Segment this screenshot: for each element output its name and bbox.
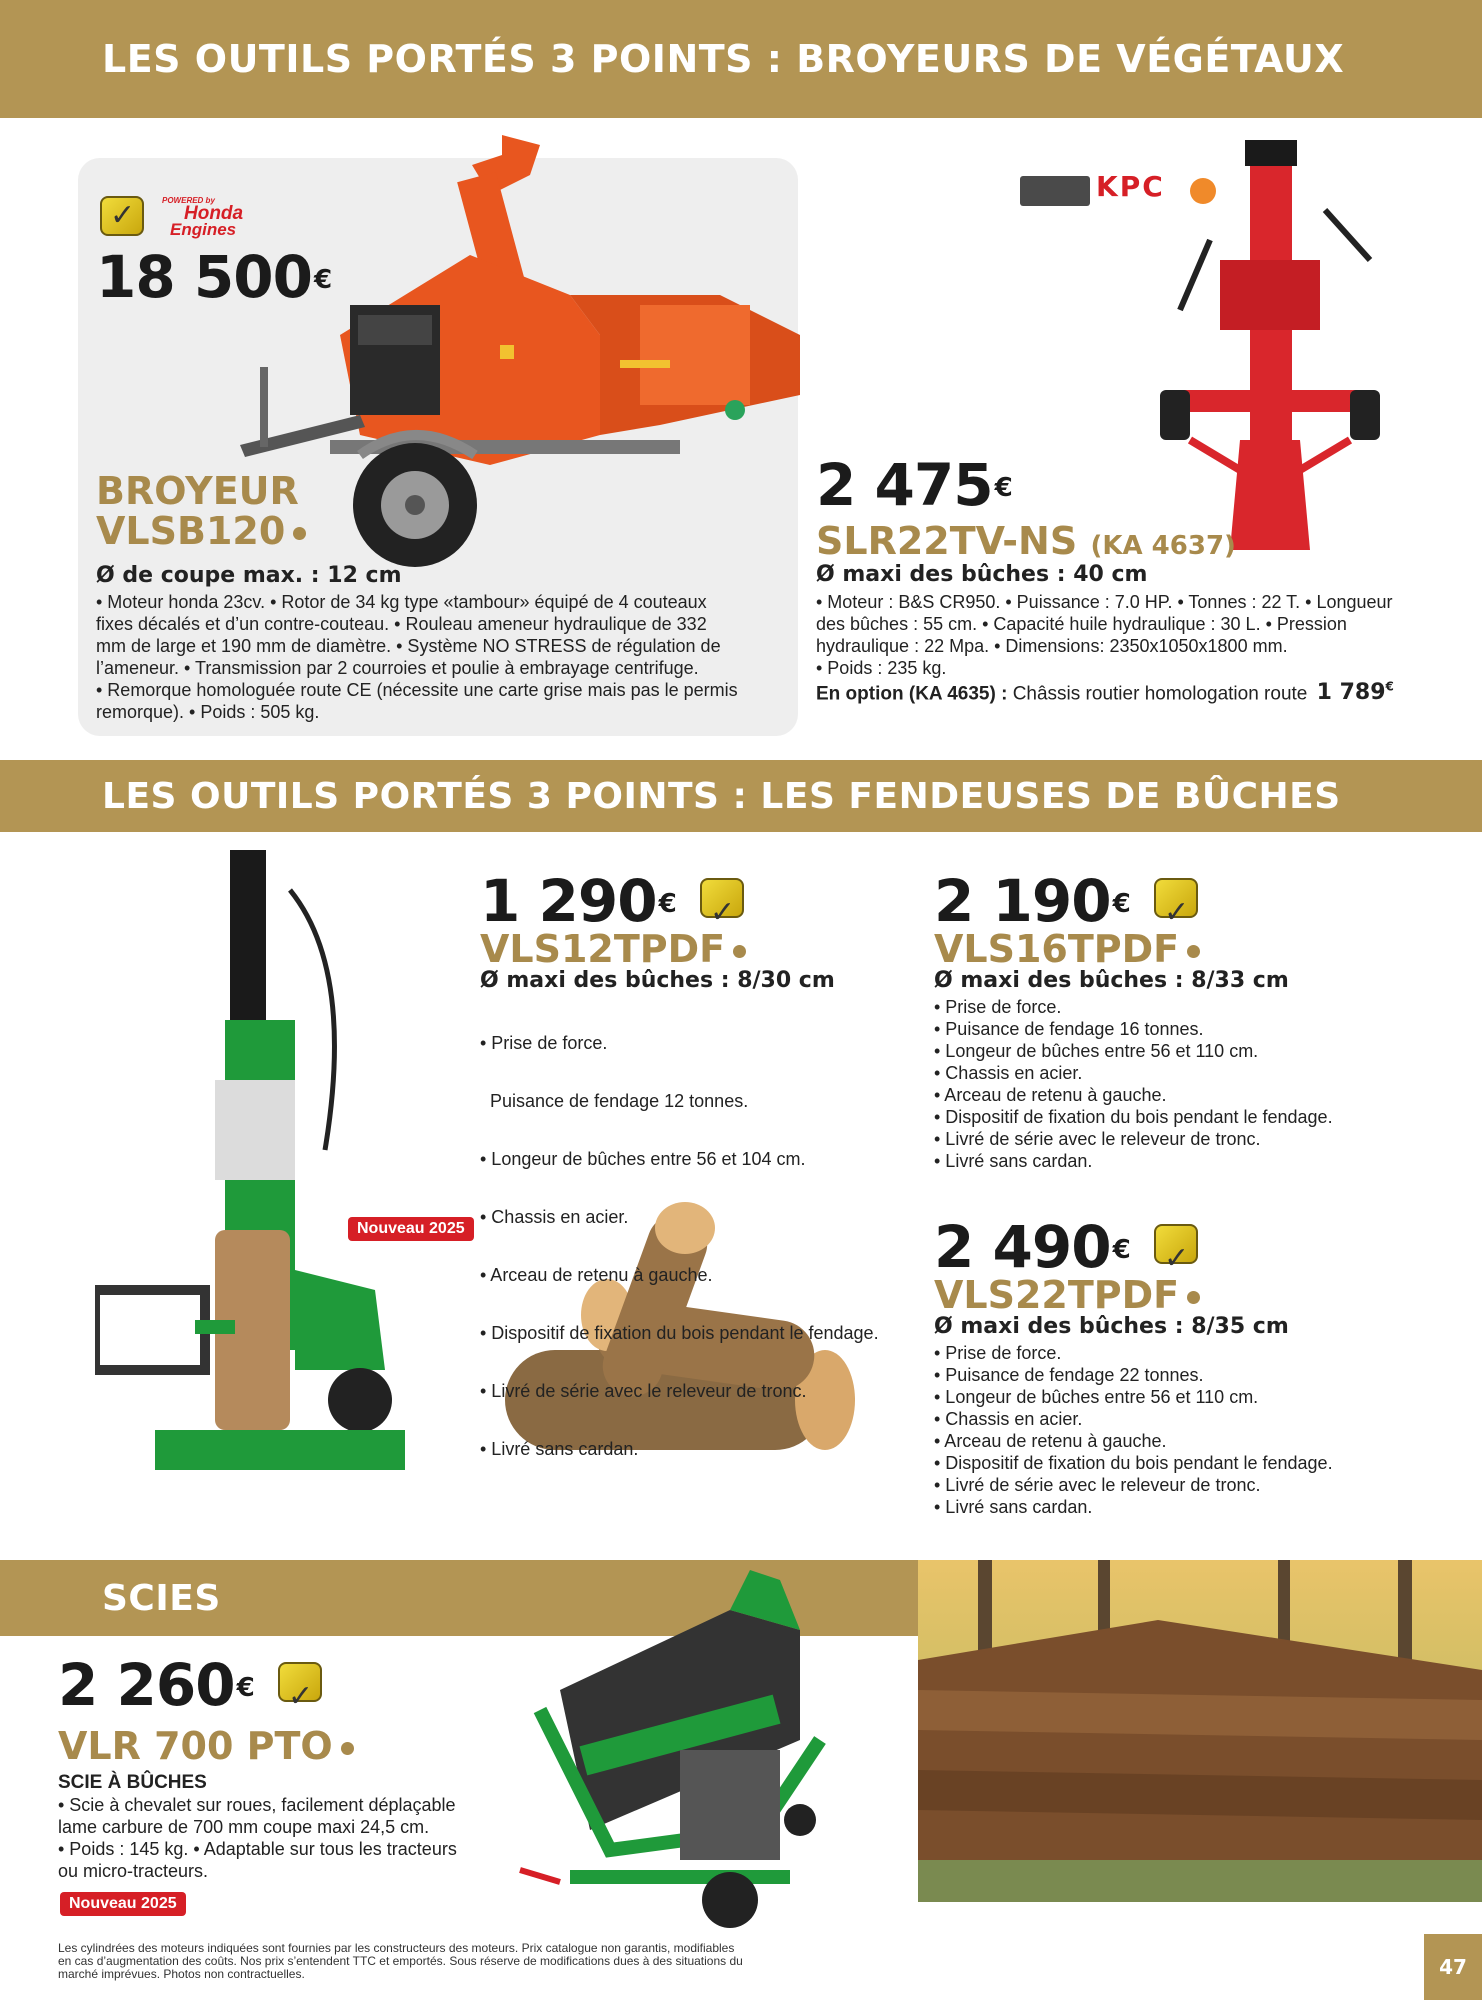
kpc-option-price: 1 789€ (1316, 680, 1394, 706)
kpc-price: 2 475€ (816, 451, 1013, 519)
vls22-features: • Prise de force. • Puisance de fendage 22 tonnes. • Longeur de bûches entre 56 et 110 cm. • Chassis en acier. • Arceau de retenu à gauche. • Dispositif de fixation du bois pendant le fendage. • Livré de série avec le releveur de tronc. • Livré sans cardan. (934, 1343, 1333, 1517)
kpc-ref: (KA 4637) (1090, 531, 1236, 561)
kpc-name (816, 520, 1236, 567)
broyeur-name-line1: BROYEUR (96, 469, 299, 513)
quality-badge-icon (1154, 878, 1198, 918)
kpc-splitter-image (1150, 140, 1390, 560)
kpc-model: SLR22TV-NS (816, 519, 1078, 563)
vls16-price: 2 190€ ✓ (934, 868, 1198, 934)
quality-badge-icon (700, 878, 744, 918)
broyeur-machine-image (240, 135, 820, 570)
vlr700-subtitle: SCIE À BÛCHES (58, 1772, 207, 1793)
honda-brand-text: Honda (184, 203, 244, 224)
section-band-fendeuses (0, 760, 1482, 832)
honda-powered-text: POWERED by (162, 196, 215, 205)
vls22-price: 2 490€ ✓ (934, 1214, 1198, 1280)
vls16-spec: Ø maxi des bûches : 8/33 cm (934, 968, 1289, 993)
section-title-fendeuses: LES OUTILS PORTÉS 3 POINTS : LES FENDEUSES DE BÛCHES (102, 775, 1341, 817)
footer-disclaimer: Les cylindrées des moteurs indiquées sont fournies par les constructeurs des moteurs. Prix catalogue non garantis, modifiables en cas d’augmentation des coûts. Nos prix s’entendent TTC et emportés. Sous réserve de modifications dues à des situations du marché imprévues. Photos non contractuelles. (58, 1941, 743, 1981)
kpc-spec: Ø maxi des bûches : 40 cm (816, 562, 1148, 587)
vlr700-description: • Scie à chevalet sur roues, facilement déplaçable lame carbure de 700 mm coupe maxi 24,5 cm. • Poids : 145 kg. • Adaptable sur tous les tracteurs ou micro-tracteurs. (58, 1795, 457, 1881)
model-dot (1187, 945, 1200, 958)
broyeur-spec: Ø de coupe max. : 12 cm (96, 563, 402, 588)
vls22-spec: Ø maxi des bûches : 8/35 cm (934, 1314, 1289, 1339)
kpc-option-text: Châssis routier homologation route (1012, 683, 1308, 705)
quality-badge-icon (100, 196, 144, 236)
broyeur-description: • Moteur honda 23cv. • Rotor de 34 kg type «tambour» équipé de 4 couteaux fixes décalés et d’un contre-couteau. • Rouleau ameneur hydraulique de 332 mm de large et 190 mm de diamètre. • Système NO STRESS de régulation de l’ameneur. • Transmission par 2 courroies et poulie à embrayage centrifuge. • Remorque homologuée route CE (nécessite une carte grise mais pas le permis remorque). • Poids : 505 kg. (96, 592, 738, 722)
kpc-option-label: En option (KA 4635) : (816, 683, 1008, 705)
vlr700-price: 2 260€ ✓ (58, 1652, 322, 1718)
vls12-spec: Ø maxi des bûches : 8/30 cm (480, 968, 835, 993)
model-dot (1187, 1291, 1200, 1304)
vls12-splitter-image (95, 850, 425, 1510)
section-title-broyeurs: LES OUTILS PORTÉS 3 POINTS : BROYEURS DE VÉGÉTAUX (102, 37, 1345, 81)
woodpile-image (918, 1560, 1482, 1902)
kpc-brand-text: KPC (1096, 170, 1165, 203)
vls22-name: VLS22TPDF (934, 1274, 1200, 1316)
page-number-box (1424, 1934, 1482, 2000)
model-dot (293, 527, 306, 540)
section-band-broyeurs (0, 0, 1482, 118)
quality-badge-icon (1154, 1224, 1198, 1264)
vlr700-new-tag: Nouveau 2025 (60, 1892, 186, 1916)
kpc-option (816, 680, 1394, 705)
broyeur-name (96, 510, 306, 552)
broyeur-name-line2: VLSB120 (96, 509, 286, 553)
vls12-price: 1 290€ ✓ (480, 868, 744, 934)
vls12-new-tag: Nouveau 2025 (348, 1217, 474, 1241)
section-title-scies: SCIES (102, 1577, 221, 1619)
vls16-name: VLS16TPDF (934, 928, 1200, 970)
broyeur-price: 18 500€ (96, 243, 333, 311)
model-dot (733, 945, 746, 958)
vlr700-saw-image (500, 1570, 860, 1940)
model-dot (341, 1742, 354, 1755)
vlr700-name: VLR 700 PTO (58, 1725, 354, 1767)
quality-badge-icon (278, 1662, 322, 1702)
honda-engines-text: Engines (170, 220, 237, 239)
page-number: 47 (1439, 1955, 1467, 1979)
vls16-features: • Prise de force. • Puisance de fendage 16 tonnes. • Longeur de bûches entre 56 et 110 cm. • Chassis en acier. • Arceau de retenu à gauche. • Dispositif de fixation du bois pendant le fendage. • Livré de série avec le releveur de tronc. • Livré sans cardan. (934, 997, 1333, 1171)
vls12-name: VLS12TPDF (480, 928, 746, 970)
vls12-features: • Prise de force. Puisance de fendage 12 tonnes. • Longeur de bûches entre 56 et 104 cm. • Chassis en acier. • Arceau de retenu à gauche. • Dispositif de fixation du bois pendant le fendage. • Livré de série avec le releveur de tronc. • Livré sans cardan. (480, 1033, 879, 1459)
kpc-description: • Moteur : B&S CR950. • Puissance : 7.0 HP. • Tonnes : 22 T. • Longueur des bûches : 55 cm. • Capacité huile hydraulique : 30 L. • Pression hydraulique : 22 Mpa. • Dimensions: 2350x1050x1800 mm. • Poids : 235 kg. (816, 592, 1393, 678)
